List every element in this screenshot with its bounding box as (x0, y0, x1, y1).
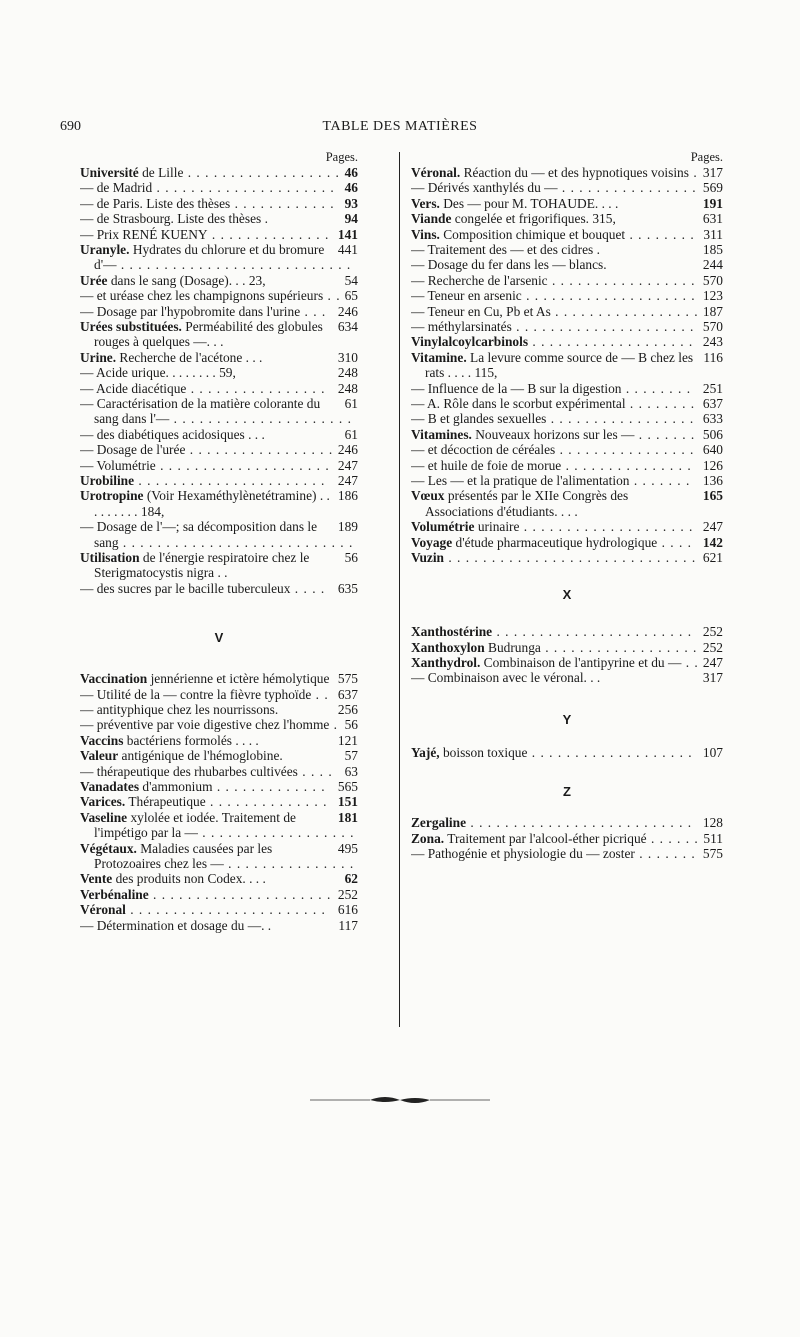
page-reference: 633 (699, 411, 723, 426)
running-title: TABLE DES MATIÈRES (322, 119, 478, 134)
entry-text: — Les — et la pratique de l'alimentation (411, 472, 630, 488)
index-entry (80, 319, 358, 350)
page-reference: 247 (334, 473, 358, 488)
entry-text: — des sucres par le bacille tuberculeux (80, 580, 291, 596)
entry-text: — Acide diacétique (80, 380, 187, 396)
entry-text: — préventive par voie digestive chez l'homme (80, 717, 330, 733)
page-reference: 61 (341, 427, 358, 442)
index-entry: 311 Vins. Composition chimique et bouquet . . . . . . . . (411, 226, 723, 242)
entry-text: Budrunga (484, 639, 541, 655)
page-reference: 46 (341, 165, 358, 180)
page-reference: 61 (341, 396, 358, 411)
entry-headword: Viande (411, 211, 452, 227)
entry-text: Combinaison de l'antipyrine et du — (480, 655, 682, 671)
entry-text: — Dosage du fer dans les — blancs. (411, 257, 607, 273)
index-entry: 93 — de Paris. Liste des thèses . . . . . . . . . . . . (80, 195, 358, 211)
entry-text: Maladies causées par les Protozoaires chez les — (94, 840, 273, 871)
page-reference: 570 (699, 319, 723, 334)
entry-text: — Acide urique. . . . . . . . 59, (80, 365, 236, 381)
index-entry: 187 — Teneur en Cu, Pb et As . . . . . . . . . . . . . . . . . (411, 303, 723, 319)
pages-label: Pages. (325, 150, 358, 164)
page-reference: 243 (699, 334, 723, 349)
entry-headword: Vuzin (411, 549, 444, 565)
index-entry (80, 488, 358, 519)
index-entry: 640 — et décoction de céréales . . . . . . . . . . . . . . . . (411, 442, 723, 458)
index-entry: 61 — Caractérisation de la matière colorante du sang dans l'— . . . . . . . . . . . . . . . . . . . . . (80, 395, 358, 427)
page-reference: 565 (334, 779, 358, 794)
index-entry: 252 Verbénaline . . . . . . . . . . . . . . . . . . . . . (80, 886, 358, 902)
index-entry (411, 670, 723, 685)
entries-u (80, 165, 358, 596)
entry-text: boisson toxique (439, 744, 528, 760)
entry-headword: Vanadates (80, 778, 140, 794)
index-entry: 252 Xanthostérine . . . . . . . . . . . . . . . . . . . . . . . (411, 624, 723, 640)
index-entry (80, 702, 358, 717)
index-entry: 637 — A. Rôle dans le scorbut expérimental . . . . . . . . (411, 395, 723, 411)
index-entry (80, 350, 358, 365)
entry-text: — Utilité de la — contre la fièvre typhoïde (80, 686, 312, 702)
entry-text: — Détermination et dosage du —. . (80, 917, 272, 933)
entry-text: (Voir Hexaméthylènetétramine) . . . . . . . . . 184, (94, 488, 330, 519)
page-reference: 117 (334, 918, 358, 933)
index-entry (80, 365, 358, 380)
entry-headword: Utilisation (80, 549, 140, 565)
page-reference: 93 (341, 196, 358, 211)
page-reference: 441 (334, 242, 358, 257)
entry-text: Traitement par l'alcool-éther picriqué (444, 830, 647, 846)
entry-headword: Urine. (80, 349, 117, 365)
page-reference: 311 (699, 227, 723, 242)
entry-headword: Vœux (411, 488, 445, 504)
entry-text: — Dosage par l'hypobromite dans l'urine (80, 303, 301, 319)
page-reference: 65 (341, 288, 358, 303)
entry-headword: Véronal. (411, 165, 461, 180)
entry-text: présentés par le XIIe Congrès des Associations d'étudiants. . . . (425, 488, 629, 519)
page-reference: 247 (699, 655, 723, 670)
page-reference: 256 (334, 702, 358, 717)
entries-y (411, 745, 723, 760)
entry-text: de Lille (138, 165, 184, 180)
page-reference: 56 (341, 717, 358, 732)
index-entry (80, 918, 358, 933)
index-entry: 506 Vitamines. Nouveaux horizons sur les — . . . . . . . (411, 426, 723, 442)
index-entry: 141 — Prix RENÉ KUENY . . . . . . . . . . . . . . (80, 226, 358, 242)
index-entry: 569 — Dérivés xanthylés du — . . . . . . . . . . . . . . . . (411, 180, 723, 196)
entry-text: — Prix RENÉ KUENY (80, 226, 208, 242)
right-column (411, 150, 723, 861)
entry-text: d'ammonium (139, 778, 213, 794)
index-entry: 136 — Les — et la pratique de l'alimentation . . . . . . . (411, 472, 723, 488)
entry-text: — Recherche de l'arsenic (411, 272, 548, 288)
entry-text: — Dérivés xanthylés du — (411, 180, 558, 196)
entry-text: — Pathogénie et physiologie du — zoster (411, 846, 635, 862)
page-reference: 248 (334, 381, 358, 396)
page-reference: 317 (699, 165, 723, 180)
entry-headword: Vitamine. (411, 349, 467, 365)
entry-text: — des diabétiques acidosiques . . . (80, 426, 265, 442)
entry-headword: Zergaline (411, 815, 467, 831)
entry-headword: Vaccins (80, 732, 124, 748)
index-entry (80, 871, 358, 886)
index-entry: 575 — Pathogénie et physiologie du — zoster . . . . . . . (411, 846, 723, 862)
entry-text: Perméabilité des globules rouges à quelques —. . . (94, 318, 323, 350)
entry-text: — Combinaison avec le véronal. . . (411, 670, 601, 686)
entry-headword: Voyage (411, 534, 453, 550)
index-entry (80, 550, 358, 581)
entry-headword: Varices. (80, 794, 126, 810)
index-entry (80, 733, 358, 748)
entry-text: — Influence de la — B sur la digestion (411, 380, 622, 396)
index-entry: 252 Xanthoxylon Budrunga . . . . . . . . . . . . . . . . . . (411, 639, 723, 655)
entry-text: — de Strasbourg. Liste des thèses . (80, 211, 268, 227)
entry-headword: Yajé, (411, 744, 440, 760)
entry-headword: Urée (80, 272, 108, 288)
page-reference: 46 (341, 180, 358, 195)
page-reference: 189 (334, 519, 358, 534)
entries-x (411, 624, 723, 686)
entry-headword: Volumétrie (411, 519, 475, 535)
page-reference: 246 (334, 442, 358, 457)
page-reference: 63 (341, 764, 358, 779)
entry-text: Composition chimique et bouquet (439, 226, 626, 242)
page-reference: 631 (699, 211, 723, 226)
index-entry: 56 — préventive par voie digestive chez l'homme . (80, 717, 358, 733)
entry-text: — Teneur en arsenic (411, 288, 522, 304)
page-reference: 575 (334, 671, 358, 686)
index-entry: 46 Université de Lille . . . . . . . . . . . . . . . . . . (80, 165, 358, 180)
entry-headword: Vaseline (80, 809, 128, 825)
index-entry: 565 Vanadates d'ammonium . . . . . . . . . . . . . (80, 778, 358, 794)
index-entry: 151 Varices. Thérapeutique . . . . . . . . . . . . . . (80, 794, 358, 810)
index-entry: 46 — de Madrid . . . . . . . . . . . . . . . . . . . . . (80, 180, 358, 196)
entry-headword: Vitamines. (411, 426, 472, 442)
index-entry (411, 350, 723, 381)
entry-headword: Vaccination (80, 671, 148, 687)
entry-headword: Végétaux. (80, 840, 137, 856)
page-reference: 621 (699, 550, 723, 565)
page-reference: 187 (699, 304, 723, 319)
index-entry: 128 Zergaline . . . . . . . . . . . . . . . . . . . . . . . . . . (411, 815, 723, 831)
entry-text: Thérapeutique (125, 794, 206, 810)
index-entry: 247 Xanthydrol. Combinaison de l'antipyrine et du — . . (411, 655, 723, 671)
index-entry: 247 Urobiline . . . . . . . . . . . . . . . . . . . . . . (80, 472, 358, 488)
entry-text: — Caractérisation de la matière colorante du sang dans l'— (80, 395, 321, 427)
page-reference: 142 (699, 535, 723, 550)
index-entry: 246 — Dosage par l'hypobromite dans l'urine . . . (80, 303, 358, 319)
end-ornament (310, 1093, 490, 1107)
index-entry: 65 — et uréase chez les champignons supérieurs . . (80, 288, 358, 304)
page-reference: 181 (334, 810, 358, 825)
entry-text: de l'énergie respiratoire chez le Sterigmatocystis nigra . . (94, 549, 310, 581)
page-reference: 570 (699, 273, 723, 288)
entry-text: — Volumétrie (80, 457, 156, 473)
page-reference: 123 (699, 288, 723, 303)
entry-text: — Teneur en Cu, Pb et As (411, 303, 551, 319)
page-reference: 185 (699, 242, 723, 257)
entry-text: — antityphique chez les nourrissons. (80, 701, 279, 717)
entry-text: antigénique de l'hémoglobine. (118, 748, 283, 764)
index-entry (80, 671, 358, 686)
page-reference: 252 (334, 887, 358, 902)
index-entry (80, 273, 358, 288)
index-entry: 248 — Acide diacétique . . . . . . . . . . . . . . . . (80, 380, 358, 396)
page-reference: 317 (699, 670, 723, 685)
entry-headword: Vers. (411, 195, 440, 211)
entry-text: — thérapeutique des rhubarbes cultivées (80, 763, 298, 779)
entry-text: Des — pour M. TOHAUDE. . . . (439, 195, 619, 211)
page-reference: 136 (699, 473, 723, 488)
index-entry: 570 — Recherche de l'arsenic . . . . . . . . . . . . . . . . . (411, 272, 723, 288)
index-entry: 570 — méthylarsinatés . . . . . . . . . . . . . . . . . . . . . (411, 318, 723, 334)
entry-text: — et décoction de céréales (411, 442, 556, 458)
entry-headword: Verbénaline (80, 886, 149, 902)
page-reference: 575 (699, 846, 723, 861)
index-entry: 317 Véronal. Réaction du — et des hypnotiques voisins . (411, 165, 723, 180)
entry-headword: Urées substituées. (80, 318, 182, 334)
entry-text: xylolée et iodée. Traitement de l'impétigo par la — (94, 809, 296, 841)
entry-text: bactériens formolés . . . . (123, 732, 259, 748)
index-entry (411, 211, 723, 226)
index-entry: 511 Zona. Traitement par l'alcool-éther picriqué . . . . . . (411, 830, 723, 846)
entry-headword: Xanthydrol. (411, 655, 481, 671)
index-entry: 181 Vaseline xylolée et iodée. Traitement de l'impétigo par la — . . . . . . . . . . . . . . . . . . (80, 809, 358, 841)
page-reference: 107 (699, 745, 723, 760)
entry-text: Nouveaux horizons sur les — (471, 426, 635, 442)
entries-z (411, 815, 723, 861)
left-column (80, 150, 358, 933)
entry-text: congelée et frigorifiques. 315, (451, 211, 616, 227)
page-reference: 191 (699, 196, 723, 211)
index-entry: 63 — thérapeutique des rhubarbes cultivées . . . . (80, 763, 358, 779)
entry-text: d'étude pharmaceutique hydrologique (452, 534, 658, 550)
index-entry (411, 242, 723, 257)
entry-text: Recherche de l'acétone . . . (116, 349, 263, 365)
page-reference: 248 (334, 365, 358, 380)
entry-headword: Vinylalcoylcarbinols (411, 334, 529, 350)
page-reference: 310 (334, 350, 358, 365)
index-entry (411, 257, 723, 272)
page-reference: 165 (699, 488, 723, 503)
index-entry: 637 — Utilité de la — contre la fièvre typhoïde . . (80, 686, 358, 702)
column-divider (399, 152, 400, 1027)
entry-text: — Traitement des — et des cidres . (411, 241, 600, 257)
index-entry: 142 Voyage d'étude pharmaceutique hydrologique . . . . (411, 534, 723, 550)
page-reference: 62 (341, 871, 358, 886)
page-reference: 94 (341, 211, 358, 226)
index-entry (411, 196, 723, 211)
page-reference: 251 (699, 381, 723, 396)
entry-headword: Xanthoxylon (411, 639, 485, 655)
page-reference: 126 (699, 458, 723, 473)
entry-headword: Xanthostérine (411, 624, 493, 640)
entry-headword: Vins. (411, 226, 440, 242)
page-reference: 616 (334, 902, 358, 917)
entry-text: — de Madrid (80, 180, 153, 196)
index-entry: 247 — Volumétrie . . . . . . . . . . . . . . . . . . . . (80, 457, 358, 473)
index-entry: 126 — et huile de foie de morue . . . . . . . . . . . . . . . (411, 457, 723, 473)
entry-text: — méthylarsinatés (411, 318, 512, 334)
section-heading-y: Y (562, 711, 572, 727)
entry-text: dans le sang (Dosage). . . 23, (107, 272, 266, 288)
page-reference: 246 (334, 304, 358, 319)
entry-text: — et huile de foie de morue (411, 457, 562, 473)
page-reference: 506 (699, 427, 723, 442)
page-reference: 247 (334, 458, 358, 473)
index-entry: 616 Véronal . . . . . . . . . . . . . . . . . . . . . . . (80, 902, 358, 918)
entry-text: urinaire (474, 519, 520, 535)
page-reference: 186 (334, 488, 358, 503)
index-entry: 621 Vuzin . . . . . . . . . . . . . . . . . . . . . . . . . . . . . (411, 549, 723, 565)
entry-text: — Dosage de l'urée (80, 442, 186, 458)
index-entry (80, 748, 358, 763)
page-reference: 121 (334, 733, 358, 748)
index-entry: 247 Volumétrie urinaire . . . . . . . . . . . . . . . . . . . . (411, 519, 723, 535)
entry-text: — Dosage de l'—; sa décomposition dans le sang (80, 519, 318, 550)
index-entry: 123 — Teneur en arsenic . . . . . . . . . . . . . . . . . . . . (411, 288, 723, 304)
pages-label-right: Pages. (690, 150, 723, 164)
index-entry: 633 — B et glandes sexuelles . . . . . . . . . . . . . . . . . (411, 411, 723, 427)
entry-text: — B et glandes sexuelles (411, 411, 547, 427)
page-reference: 252 (699, 624, 723, 639)
page-reference: 116 (699, 350, 723, 365)
page-reference: 637 (699, 396, 723, 411)
index-entry: 251 — Influence de la — B sur la digestion . . . . . . . . (411, 380, 723, 396)
index-entry: 495 Végétaux. Maladies causées par les Protozoaires chez les — . . . . . . . . . . . . . . . (80, 840, 358, 871)
entry-headword: Urobiline (80, 472, 135, 488)
entry-headword: Véronal (80, 902, 126, 918)
page-reference: 635 (334, 581, 358, 596)
entries-v (80, 671, 358, 933)
page-reference: 151 (334, 794, 358, 809)
page-reference: 56 (341, 550, 358, 565)
index-entry (80, 427, 358, 442)
entry-text: — de Paris. Liste des thèses (80, 195, 231, 211)
page-reference: 128 (699, 815, 723, 830)
index-entry: 246 — Dosage de l'urée . . . . . . . . . . . . . . . . . (80, 442, 358, 458)
page-reference: 247 (699, 519, 723, 534)
entry-headword: Uranyle. (80, 241, 130, 257)
section-heading-x: X (562, 587, 572, 603)
entry-headword: Vente (80, 871, 113, 887)
entry-text: — A. Rôle dans le scorbut expérimental (411, 395, 626, 411)
section-heading-v: V (214, 630, 224, 646)
index-entry: 189 — Dosage de l'—; sa décomposition dans le sang . . . . . . . . . . . . . . . . . . . . . . . . . . . (80, 519, 358, 550)
entry-text: La levure comme source de — B chez les rats . . . . 115, (425, 349, 694, 381)
index-entry: 107 Yajé, boisson toxique . . . . . . . . . . . . . . . . . . . (411, 744, 723, 760)
entry-text: jennérienne et ictère hémolytique (147, 671, 330, 687)
page-reference: 141 (334, 227, 358, 242)
page-reference: 495 (334, 841, 358, 856)
entry-headword: Urotropine (80, 488, 144, 504)
page-number: 690 (60, 119, 81, 134)
page-reference: 569 (699, 180, 723, 195)
entry-headword: Valeur (80, 748, 119, 764)
index-entry (80, 211, 358, 226)
page-reference: 634 (334, 319, 358, 334)
page-reference: 637 (334, 687, 358, 702)
entries-v-right (411, 165, 723, 565)
entry-headword: Zona. (411, 830, 445, 846)
index-entry: 635 — des sucres par le bacille tuberculeux . . . . (80, 580, 358, 596)
entry-headword: Université (80, 165, 139, 180)
page-reference: 640 (699, 442, 723, 457)
page-reference: 252 (699, 640, 723, 655)
page-reference: 54 (341, 273, 358, 288)
entry-text: Réaction du — et des hypnotiques voisins (460, 165, 689, 180)
index-entry: 243 Vinylalcoylcarbinols . . . . . . . . . . . . . . . . . . . (411, 334, 723, 350)
index-entry: 441 Uranyle. Hydrates du chlorure et du bromure d'— . . . . . . . . . . . . . . . . . . . . . . . . . . . (80, 241, 358, 273)
entry-text: des produits non Codex. . . . (112, 871, 266, 887)
index-entry (411, 488, 723, 519)
section-heading-z: Z (563, 784, 571, 800)
entry-text: — et uréase chez les champignons supérieurs (80, 288, 324, 304)
page-reference: 244 (699, 257, 723, 272)
page-reference: 57 (341, 748, 358, 763)
page-reference: 511 (699, 831, 723, 846)
entry-text: Hydrates du chlorure et du bromure d'— (94, 241, 325, 273)
